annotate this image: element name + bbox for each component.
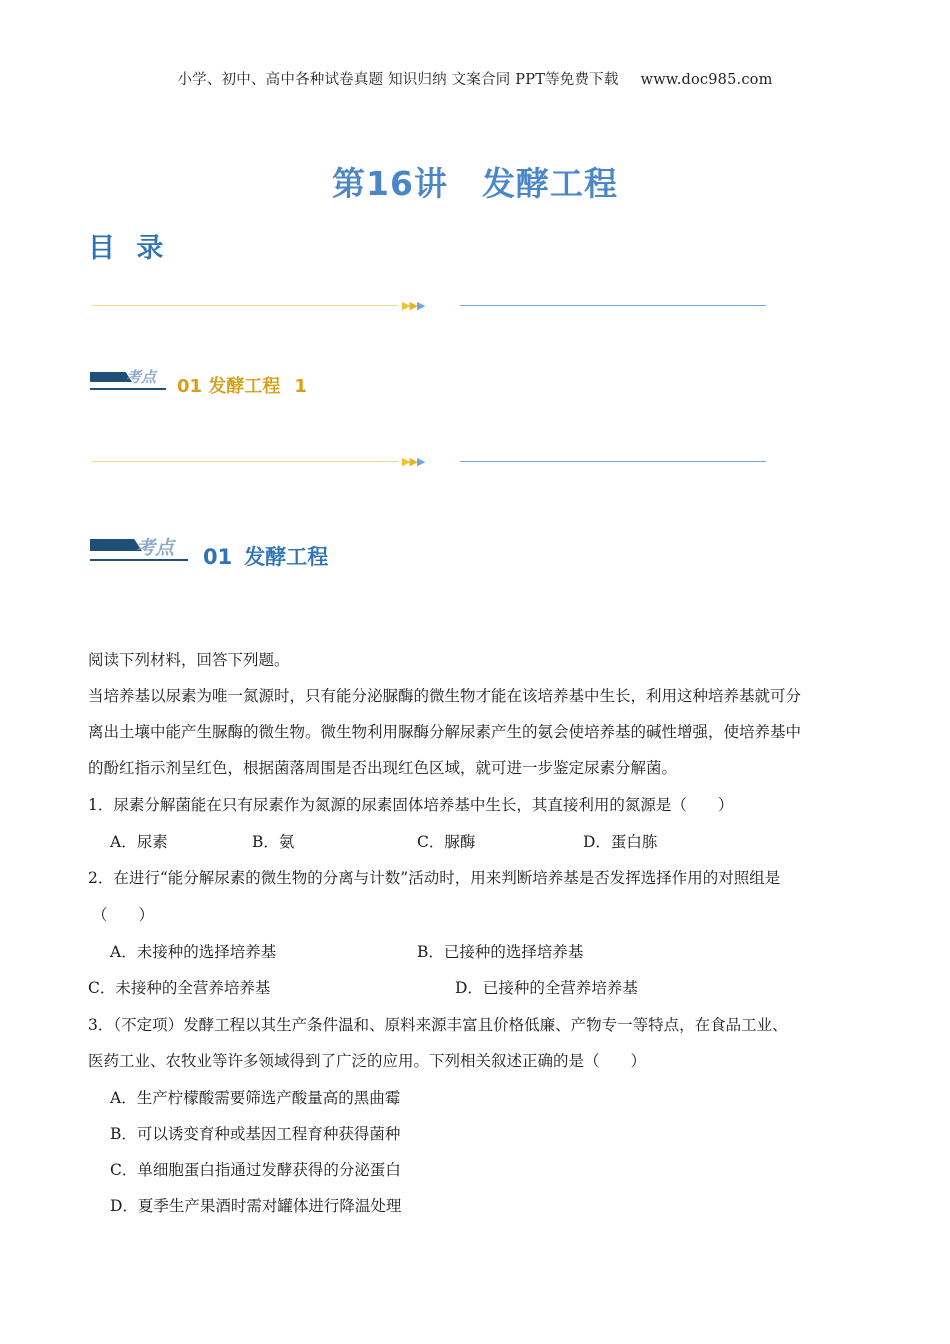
- toc-item[interactable]: [177, 372, 307, 398]
- option-c[interactable]: C．单细胞蛋白指通过发酵获得的分泌蛋白: [110, 1161, 401, 1179]
- kaodian-badge: 考点: [90, 535, 190, 561]
- option-a[interactable]: A．尿素: [110, 833, 168, 851]
- option-d[interactable]: D．夏季生产果酒时需对罐体进行降温处理: [110, 1197, 402, 1215]
- divider: [92, 300, 766, 312]
- divider: [92, 456, 766, 468]
- page-title: [0, 158, 950, 205]
- arrow-icon: ▶▶▶: [402, 299, 425, 312]
- header-text: 小学、初中、高中各种试卷真题 知识归纳 文案合同 PPT等免费下载: [177, 72, 619, 88]
- toc-item-label: 01 发酵工程: [177, 376, 281, 397]
- question-stem: 3．（不定项）发酵工程以其生产条件温和、原料来源丰富且价格低廉、产物专一等特点，在食品工业、: [88, 1016, 788, 1034]
- lecture-number: 第16讲: [332, 164, 448, 203]
- question-stem: 2．在进行“能分解尿素的微生物的分离与计数”活动时，用来判断培养基是否发挥选择作用的对照组是: [88, 869, 781, 887]
- material-line: 离出土壤中能产生脲酶的微生物。微生物利用脲酶分解尿素产生的氨会使培养基的碱性增强，使培养基中: [88, 723, 802, 741]
- option-c[interactable]: C．脲酶: [417, 833, 476, 851]
- toc-heading: 目 录: [88, 233, 170, 264]
- option-a[interactable]: A．生产柠檬酸需要筛选产酸量高的黑曲霉: [110, 1089, 401, 1107]
- question-stem: （ ）: [92, 906, 155, 924]
- option-d[interactable]: D．已接种的全营养培养基: [455, 979, 638, 997]
- option-b[interactable]: B．可以诱变育种或基因工程育种获得菌种: [110, 1125, 401, 1143]
- section-heading: [203, 541, 328, 571]
- arrow-icon: ▶▶▶: [402, 455, 425, 468]
- material-intro: 阅读下列材料，回答下列题。: [88, 651, 290, 669]
- kaodian-badge: 考点: [90, 368, 170, 390]
- question-stem: 1．尿素分解菌能在只有尿素作为氮源的尿素固体培养基中生长，其直接利用的氮源是（ ）: [88, 796, 734, 814]
- page-header: [0, 68, 950, 89]
- option-b[interactable]: B．已接种的选择培养基: [417, 943, 584, 961]
- option-a[interactable]: A．未接种的选择培养基: [110, 943, 277, 961]
- option-c[interactable]: C．未接种的全营养培养基: [88, 979, 271, 997]
- section-number: 01: [203, 545, 233, 569]
- lecture-topic: 发酵工程: [481, 164, 618, 203]
- header-url[interactable]: www.doc985.com: [640, 72, 773, 88]
- section-title: 发酵工程: [244, 545, 329, 569]
- material-line: 的酚红指示剂呈红色，根据菌落周围是否出现红色区域，就可进一步鉴定尿素分解菌。: [88, 759, 678, 777]
- question-stem: 医药工业、农牧业等许多领域得到了广泛的应用。下列相关叙述正确的是（ ）: [88, 1052, 647, 1070]
- toc-item-page: 1: [294, 376, 307, 397]
- material-line: 当培养基以尿素为唯一氮源时，只有能分泌脲酶的微生物才能在该培养基中生长，利用这种培养基就可分: [88, 687, 802, 705]
- option-d[interactable]: D．蛋白胨: [583, 833, 658, 851]
- option-b[interactable]: B．氨: [252, 833, 295, 851]
